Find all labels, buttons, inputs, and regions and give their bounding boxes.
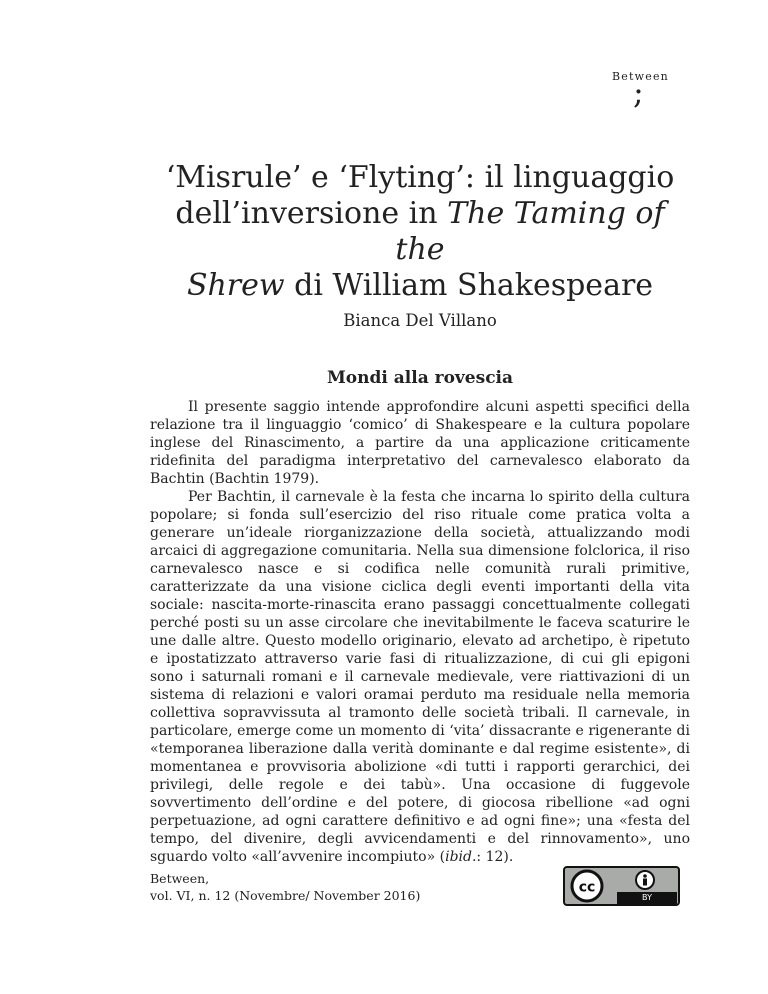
footer-journal-name: Between, [150, 871, 210, 886]
work-title-part-1: The Taming of the [395, 196, 665, 267]
semicolon-mark-icon: ; [633, 73, 644, 111]
work-title-part-2: Shrew [186, 268, 285, 303]
article-title [150, 160, 690, 304]
section-heading: Mondi alla rovescia [326, 368, 514, 388]
journal-logo-text: Between [612, 70, 669, 83]
attribution-person-icon [636, 871, 654, 889]
journal-logo [612, 66, 678, 116]
title-line-3: Shrew di William Shakespeare [186, 268, 654, 303]
title-line-2: dell’inversione in The Taming of the [175, 196, 665, 267]
cc-by-license-badge[interactable] [563, 866, 680, 906]
title-line-1: ‘Misrule’ e ‘Flyting’: il linguaggio [165, 160, 675, 195]
citation-ibid: ibid [445, 849, 472, 865]
license-by-label: BY [617, 892, 677, 904]
article-body [150, 398, 690, 866]
journal-footer [150, 870, 420, 904]
paragraph-1: Il presente saggio intende approfondire alcuni aspetti specifici della relazione tra il linguaggio ‘comico’ di Shakespeare e la cultura popolare inglese del Rinascimento, a partire da una applicazione criticamente ridefinita del paradigma interpretativo del carnevalesco elaborato da Bachtin (Bachtin 1979). [150, 399, 690, 487]
cc-icon [572, 871, 602, 901]
author-name: Bianca Del Villano [343, 311, 497, 330]
footer-volume-info: vol. VI, n. 12 (Novembre/ November 2016) [150, 888, 421, 903]
svg-text:cc: cc [578, 879, 596, 896]
paragraph-2: Per Bachtin, il carnevale è la festa che incarna lo spirito della cultura popolare; si fonda sull’esercizio del riso rituale come pratica volta a generare un’ideale riorganizzazione della società, attualizzando modi arcaici di aggregazione comunitaria. Nella sua dimensione folclorica, il riso carnevalesco nasce e si codifica nelle comunità rurali primitive, caratterizzate da una visione ciclica degli eventi importanti della vita sociale: nascita-morte-rinascita erano passaggi concettualmente collegati perché posti su un asse circolare che inevitabilmente le faceva scaturire le une dalle altre. Questo modello originario, elevato ad archetipo, è ripetuto e ipostatizzato attraverso varie fasi di ritualizzazione, di cui gli epigoni sono i saturnali romani e il carnevale medievale, vere riattivazioni di un sistema di relazioni e valori oramai perduto ma residuale nella memoria collettiva sopravvissuta al tramonto delle società tribali. Il carnevale, in particolare, emerge come un momento di ‘vita’ dissacrante e rigenerante di «temporanea liberazione dalla verità dominante e dal regime esistente», di momentanea e provvisoria abolizione «di tutti i rapporti gerarchici, dei privilegi, delle regole e dei tabù». Una occasione di fuggevole sovvertimento dell’ordine e del potere, di giocosa ribellione «ad ogni perpetuazione, ad ogni carattere definitivo e ad ogni fine»; una «festa del tempo, del divenire, degli avvicendamenti e del rinnovamento», uno sguardo volto «all’avvenire incompiuto» (ibid.: 12). [150, 489, 690, 865]
